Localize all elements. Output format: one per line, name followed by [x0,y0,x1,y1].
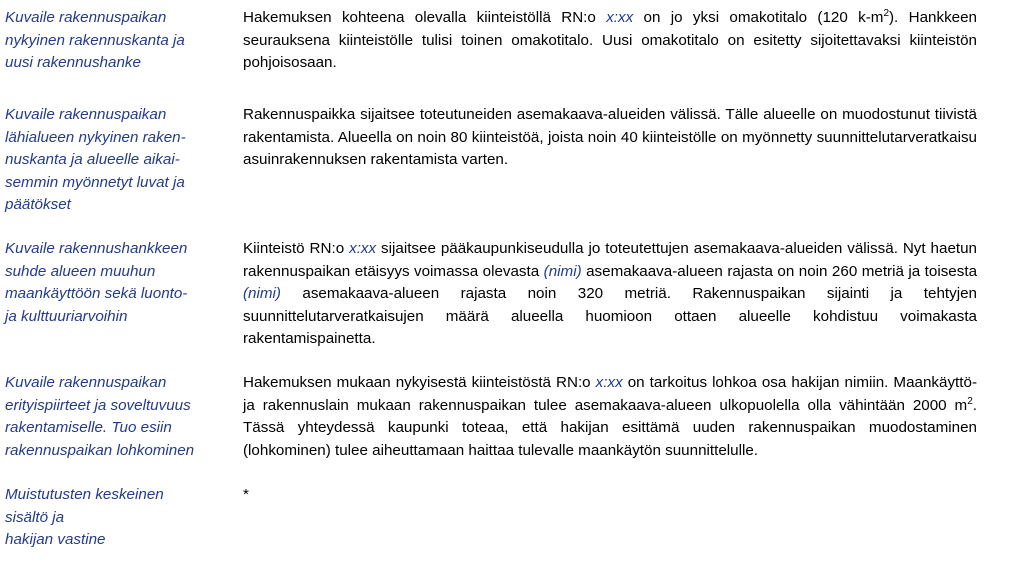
property-id-placeholder: x:xx [595,374,623,391]
section-text [243,7,977,75]
section-text [243,238,977,351]
text-segment: on jo yksi omakotitalo (120 k-m [633,9,884,26]
section-label: Kuvaile rakennuspaikan erityispiirteet ja soveltuvuus rakentamiselle. Tuo esiin rakennuspaikan lohkominen [5,374,195,459]
section-label: Kuvaile rakennuspaikan lähialueen nykyinen raken- nuskanta ja alueelle aikai- semmin myönnetyt luvat ja päätökset [5,106,186,213]
text-segment: Hakemuksen kohteena olevalla kiinteistöllä RN:o [243,9,607,26]
section-text: * [243,486,249,503]
text-segment: sijaitsee pääkaupunkiseudulla jo toteutettujen asemakaava-alueiden välissä. Nyt haetun rakennuspaikan etäisyys voimassa olevasta [243,240,977,280]
text-segment: asemakaava-alueen rajasta on noin 260 metriä ja toisesta [581,262,978,280]
section-label: Kuvaile rakennuspaikan nykyinen rakennuskanta ja uusi rakennushanke [5,9,185,71]
name-placeholder: (nimi) [243,285,281,302]
text-segment: Hakemuksen mukaan nykyisestä kiinteistöstä RN:o [243,374,596,391]
superscript: 2 [967,395,973,407]
section-label: Kuvaile rakennushankkeen suhde alueen muuhun maankäyttöön sekä luonto- ja kulttuuriarvoihin [5,240,188,325]
text-segment: on tarkoitus lohkoa osa hakijan nimiin. Maankäyttö- ja rakennuslain mukaan rakennuspaikan tulee asemakaava-alueen ulkopuolella olla vähintään 2000 m [243,374,978,414]
section-text [243,372,977,462]
superscript: 2 [883,7,889,19]
text-segment: ). Hankkeen seurauksena kiinteistölle tulisi toinen omakotitalo. Uusi omakotitalo on esitetty sijoitettavaksi kiinteistön pohjoisosaan. [243,9,977,71]
section-label: Muistutusten keskeinen sisältö ja hakijan vastine [5,486,164,548]
property-id-placeholder: x:xx [606,9,634,26]
name-placeholder: (nimi) [543,262,582,280]
text-segment: asemakaava-alueen rajasta noin 320 metriä. Rakennuspaikan sijainti ja tehtyjen suunnittelutarveratkaisujen määrä alueella huomioon ottaen alueelle kohdistuu voimakasta rakentamispainetta. [243,285,977,347]
section-text: Rakennuspaikka sijaitsee toteutuneiden asemakaava-alueiden välissä. Tälle alueelle on muodostunut tiivistä rakentamista. Alueella on noin 80 kiinteistöä, joista noin 40 kiinteistölle on myönnetty suunnittelutarveratkaisu asuinrakennuksen rakentamista varten. [243,106,977,168]
text-segment: Kiinteistö RN:o [243,240,350,257]
text-segment: . Tässä yhteydessä kaupunki toteaa, että hakijan esittämä uuden rakennuspaikan muodostaminen (lohkominen) tulee aiheuttamaan haittaa tulevalle maankäytön suunnittelulle. [243,396,977,459]
property-id-placeholder: x:xx [349,240,377,257]
